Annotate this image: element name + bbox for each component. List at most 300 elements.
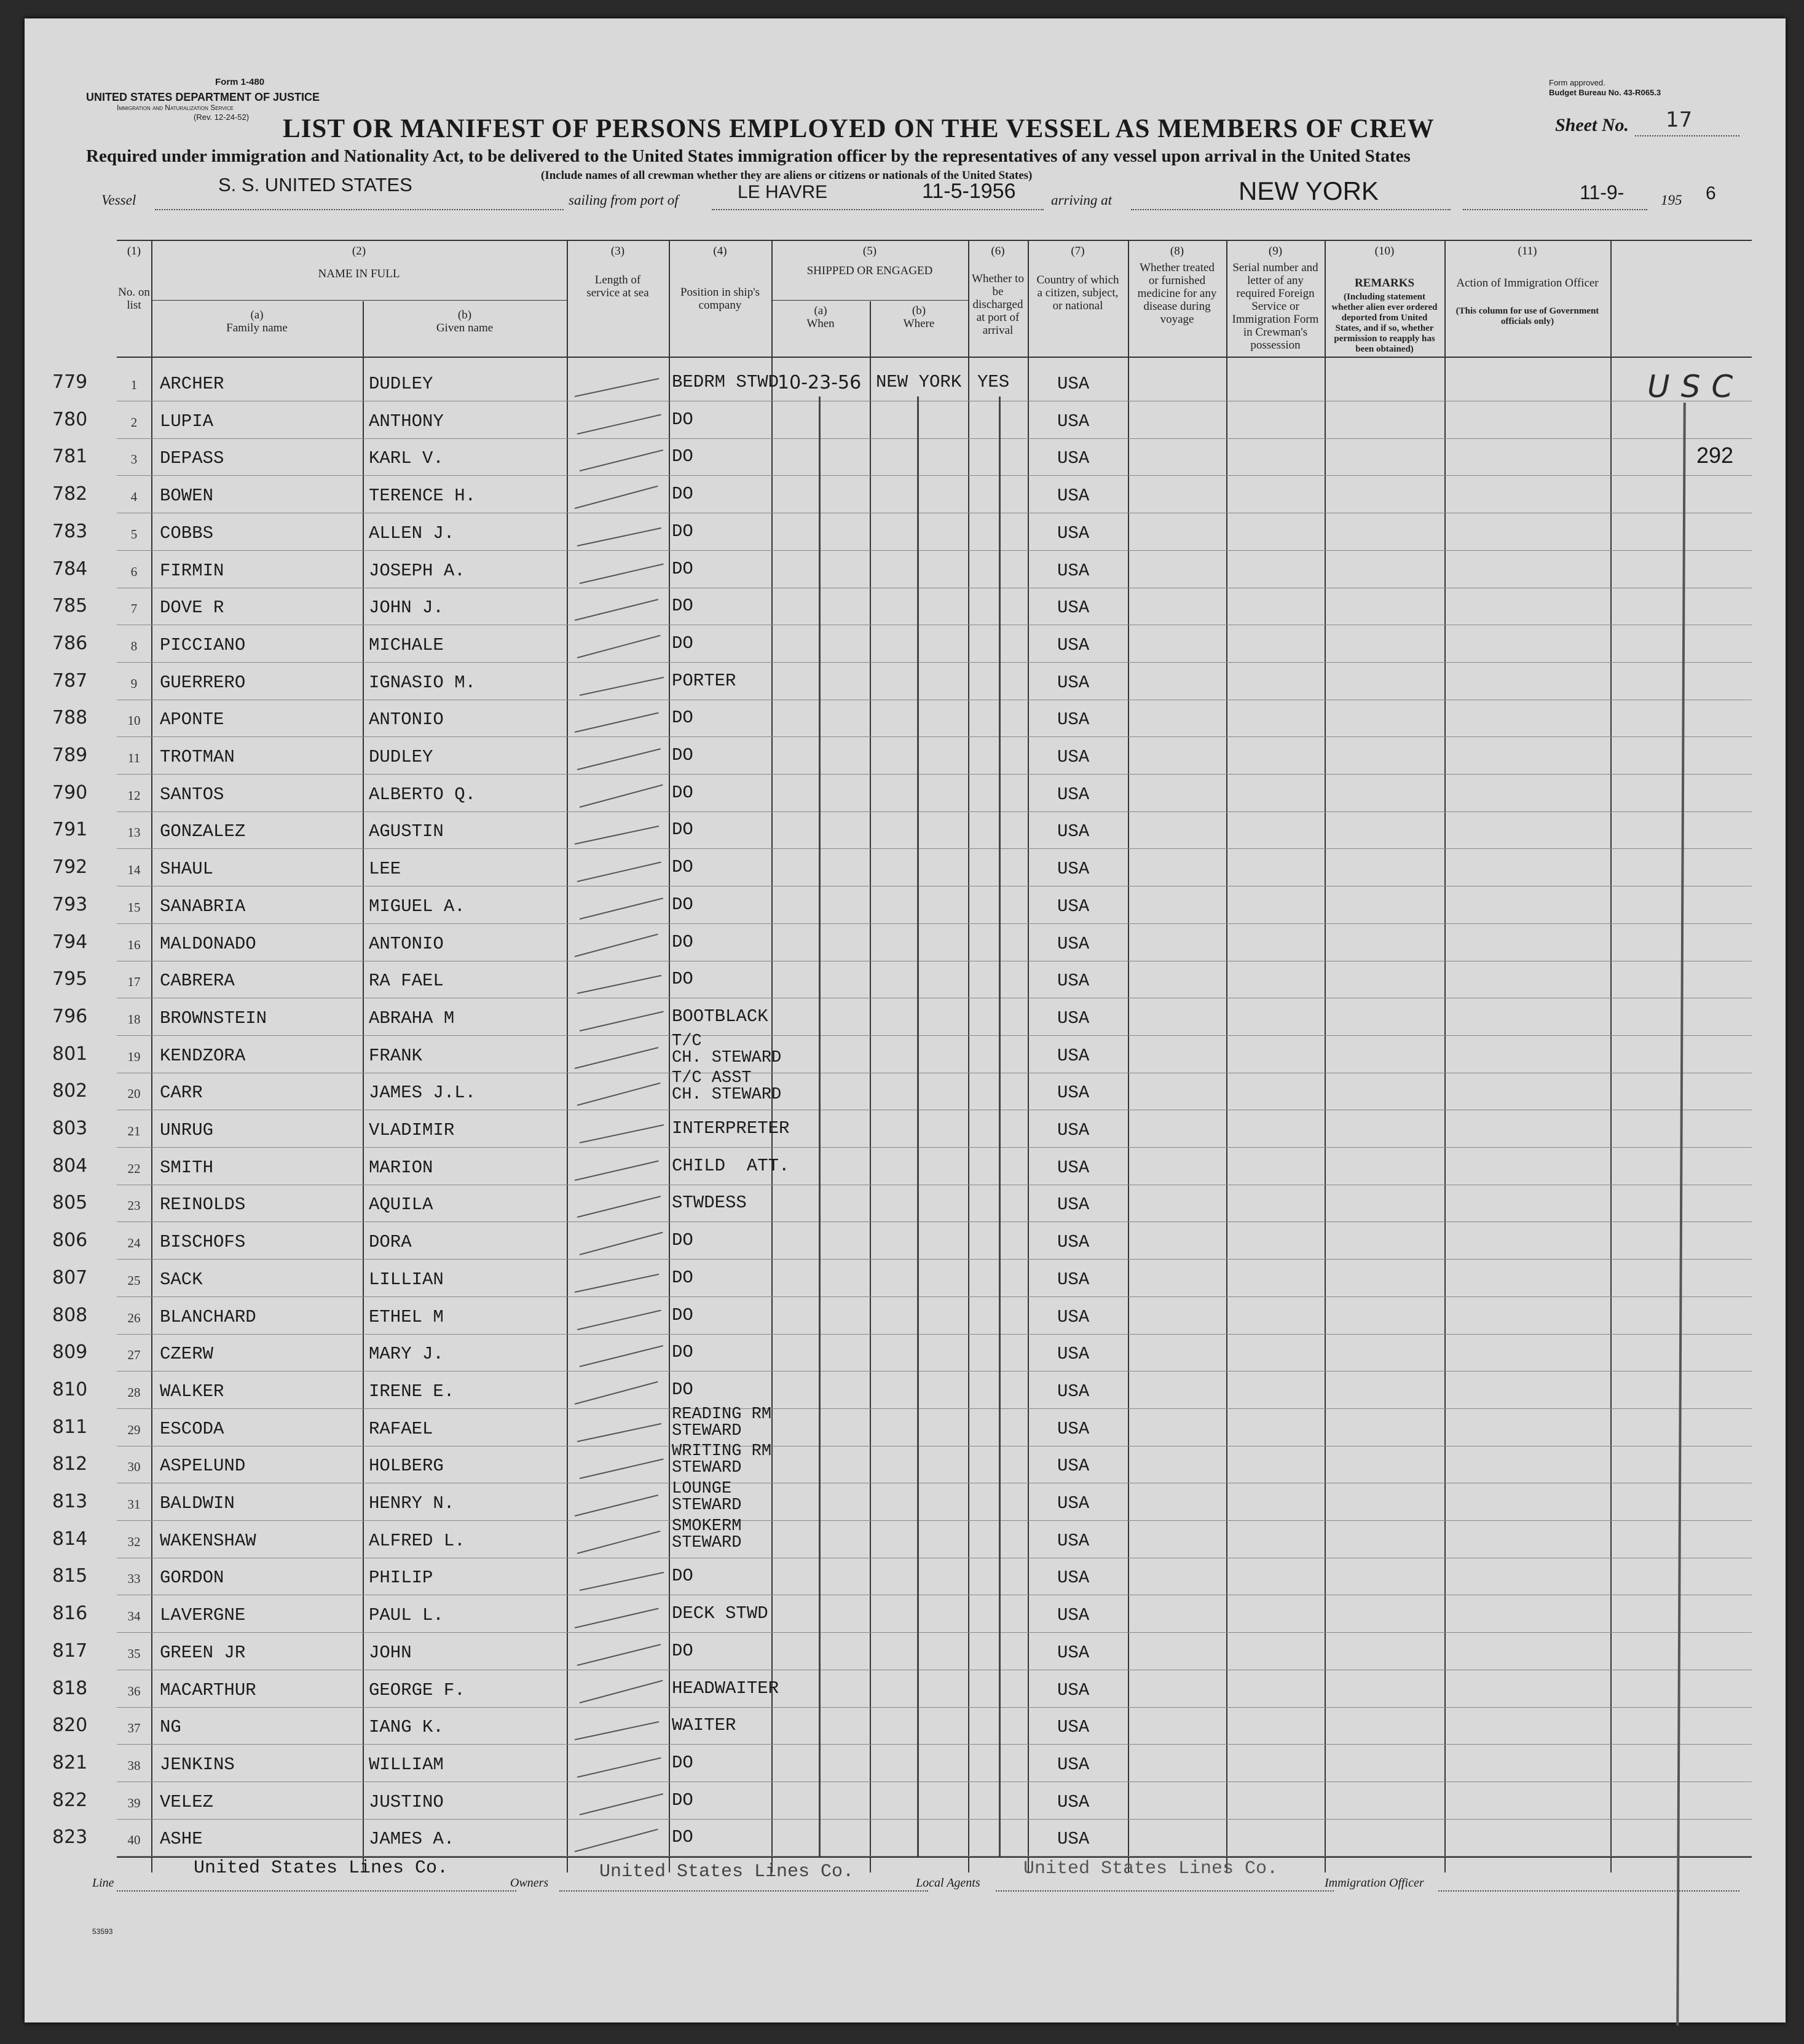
line-number: 37 <box>127 1721 141 1735</box>
table-row <box>117 662 1752 663</box>
sequence-number: 784 <box>52 558 88 580</box>
agents-label: Local Agents <box>916 1876 980 1890</box>
given-name: DUDLEY <box>369 747 433 767</box>
col10-number: (10) <box>1374 245 1395 258</box>
country: USA <box>1057 635 1090 655</box>
line-number: 4 <box>130 489 138 504</box>
country: USA <box>1057 448 1090 468</box>
family-name: ASPELUND <box>160 1456 246 1476</box>
family-name: MALDONADO <box>160 934 256 954</box>
service-mark <box>577 1083 661 1106</box>
line-number: 3 <box>130 452 138 467</box>
position: DO <box>672 1827 693 1847</box>
country: USA <box>1057 896 1090 917</box>
line-number: 20 <box>127 1086 141 1101</box>
line-number: 26 <box>127 1311 141 1325</box>
position: DO <box>672 857 693 877</box>
given-name: HENRY N. <box>369 1493 455 1513</box>
family-name: FIRMIN <box>160 561 224 581</box>
country: USA <box>1057 374 1090 394</box>
family-name: COBBS <box>160 523 214 543</box>
col2-header: NAME IN FULL <box>318 267 400 280</box>
arrival-date: 11-9- <box>1580 181 1625 203</box>
service-mark <box>577 1310 661 1330</box>
sequence-number: 810 <box>52 1379 88 1400</box>
position: DO <box>672 1230 693 1250</box>
table-row <box>117 475 1752 476</box>
country: USA <box>1057 747 1090 767</box>
given-name: TERENCE H. <box>369 486 476 506</box>
col11-header: Action of Immigration Officer <box>1456 277 1599 290</box>
col2a-header: (a) Family name <box>226 309 288 334</box>
given-name: AGUSTIN <box>369 821 444 842</box>
position: WRITING RM STEWARD <box>672 1442 772 1477</box>
position: DO <box>672 1379 693 1400</box>
line-number: 6 <box>130 564 138 579</box>
line-number: 25 <box>127 1273 141 1288</box>
line-number: 9 <box>130 676 138 691</box>
col8-number: (8) <box>1170 245 1184 258</box>
service-mark <box>575 712 659 733</box>
col4-number: (4) <box>713 245 727 258</box>
family-name: WAKENSHAW <box>160 1531 256 1551</box>
service-mark <box>577 748 661 770</box>
family-name: UNRUG <box>160 1120 214 1140</box>
country: USA <box>1057 1717 1090 1737</box>
country: USA <box>1057 1568 1090 1588</box>
table-row <box>117 848 1752 849</box>
count-annotation: 292 <box>1696 443 1734 468</box>
line-number: 35 <box>127 1646 141 1661</box>
sequence-number: 820 <box>52 1715 88 1736</box>
position: BEDRM STWD <box>672 372 779 392</box>
family-name: ESCODA <box>160 1419 224 1439</box>
table-row <box>117 1819 1752 1820</box>
table-row <box>117 1221 1752 1222</box>
country: USA <box>1057 1456 1090 1476</box>
col4-header: Position in ship's company <box>680 286 760 312</box>
country: USA <box>1057 673 1090 693</box>
given-name: IGNASIO M. <box>369 673 476 693</box>
position: T/C ASST CH. STEWARD <box>672 1069 782 1104</box>
country: USA <box>1057 1120 1090 1140</box>
owners-value: United States Lines Co. <box>599 1861 854 1882</box>
country: USA <box>1057 561 1090 581</box>
service-mark <box>577 862 661 882</box>
given-name: RA FAEL <box>369 971 444 991</box>
sequence-number: 792 <box>52 856 88 878</box>
family-name: SMITH <box>160 1158 214 1178</box>
service-mark <box>580 1572 664 1591</box>
given-name: ALLEN J. <box>369 523 455 543</box>
service-mark <box>580 677 664 696</box>
table-row <box>117 774 1752 775</box>
family-name: DOVE R <box>160 598 224 618</box>
sequence-number: 781 <box>52 446 88 467</box>
line-number: 39 <box>127 1796 141 1810</box>
position: T/C CH. STEWARD <box>672 1032 782 1067</box>
position: DO <box>672 1342 693 1362</box>
position: DO <box>672 708 693 728</box>
country: USA <box>1057 1158 1090 1178</box>
col5-number: (5) <box>862 245 877 258</box>
country: USA <box>1057 1643 1090 1663</box>
col7-number: (7) <box>1071 245 1085 258</box>
sequence-number: 789 <box>52 744 88 766</box>
line-number: 14 <box>127 862 141 877</box>
position: DO <box>672 1305 693 1325</box>
family-name: KENDZORA <box>160 1046 246 1066</box>
country: USA <box>1057 709 1090 730</box>
country: USA <box>1057 1232 1090 1252</box>
sequence-number: 779 <box>52 371 88 393</box>
given-name: MICHALE <box>369 635 444 655</box>
table-row <box>117 923 1752 924</box>
position: DO <box>672 633 693 653</box>
family-name: CARR <box>160 1083 203 1103</box>
vessel-label: Vessel <box>101 192 136 208</box>
service-mark <box>580 1124 664 1143</box>
line-number: 13 <box>127 825 141 840</box>
usc-annotation: USC <box>1647 369 1744 404</box>
col9-number: (9) <box>1268 245 1283 258</box>
line-number: 33 <box>127 1571 141 1586</box>
country: USA <box>1057 1792 1090 1812</box>
country: USA <box>1057 1008 1090 1028</box>
sequence-number: 804 <box>52 1155 88 1177</box>
sequence-number: 790 <box>52 782 88 803</box>
arrival-port: NEW YORK <box>1239 176 1379 205</box>
country: USA <box>1057 1605 1090 1625</box>
sequence-number: 783 <box>52 521 88 542</box>
sequence-number: 815 <box>52 1565 88 1587</box>
position: INTERPRETER <box>672 1118 790 1138</box>
line-number: 36 <box>127 1684 141 1699</box>
line-number: 7 <box>130 601 138 616</box>
line-value: United States Lines Co. <box>194 1858 449 1879</box>
given-name: IRENE E. <box>369 1381 455 1402</box>
country: USA <box>1057 821 1090 842</box>
col8-header: Whether treated or furnished medicine for any disease during voyage <box>1137 261 1217 326</box>
arriving-label: arriving at <box>1051 192 1113 208</box>
service-mark <box>575 934 658 957</box>
sequence-number: 823 <box>52 1826 88 1848</box>
line-number: 40 <box>127 1833 141 1847</box>
table-row <box>117 438 1752 439</box>
country: USA <box>1057 1531 1090 1551</box>
col6-header: Whether to be discharged at port of arrival <box>972 272 1024 337</box>
sequence-number: 806 <box>52 1229 88 1251</box>
sequence-number: 795 <box>52 968 88 990</box>
family-name: GORDON <box>160 1568 224 1588</box>
service-mark <box>577 1758 661 1778</box>
sequence-number: 796 <box>52 1006 88 1027</box>
service-mark <box>577 1644 661 1666</box>
service-mark <box>575 1494 658 1517</box>
service-mark <box>577 1196 661 1218</box>
sequence-number: 793 <box>52 894 88 915</box>
line-number: 12 <box>127 788 141 803</box>
line-number: 28 <box>127 1385 141 1400</box>
family-name: CABRERA <box>160 971 235 991</box>
table-row <box>117 1296 1752 1297</box>
line-number: 16 <box>127 937 141 952</box>
sailing-label: sailing from port of <box>569 192 679 208</box>
table-row <box>117 1632 1752 1633</box>
line-number: 23 <box>127 1198 141 1213</box>
line-number: 15 <box>127 900 141 915</box>
position: DO <box>672 446 693 467</box>
country: USA <box>1057 784 1090 805</box>
country: USA <box>1057 859 1090 879</box>
family-name: BALDWIN <box>160 1493 235 1513</box>
given-name: AQUILA <box>369 1194 433 1215</box>
given-name: ANTHONY <box>369 411 444 432</box>
line-number: 27 <box>127 1348 141 1362</box>
table-row <box>117 1707 1752 1708</box>
given-name: JOHN J. <box>369 598 444 618</box>
position: DO <box>672 745 693 765</box>
country: USA <box>1057 1419 1090 1439</box>
family-name: PICCIANO <box>160 635 246 655</box>
sequence-number: 786 <box>52 633 88 654</box>
col3-header: Length of service at sea <box>586 274 649 299</box>
sequence-number: 814 <box>52 1528 88 1550</box>
country: USA <box>1057 598 1090 618</box>
col11-number: (11) <box>1518 245 1537 258</box>
family-name: APONTE <box>160 709 224 730</box>
position: PORTER <box>672 671 736 691</box>
col1-header: No. on list <box>118 286 150 312</box>
family-name: ASHE <box>160 1829 203 1849</box>
position: DO <box>672 1268 693 1288</box>
service-mark <box>580 564 664 584</box>
sequence-number: 813 <box>52 1491 88 1512</box>
service-mark <box>580 898 663 920</box>
sequence-number: 817 <box>52 1640 88 1662</box>
line-number: 31 <box>127 1497 141 1512</box>
service-mark <box>575 486 658 509</box>
agents-value: United States Lines Co. <box>1023 1858 1278 1879</box>
country: USA <box>1057 486 1090 506</box>
col3-number: (3) <box>610 245 625 258</box>
service-mark <box>580 1345 663 1367</box>
given-name: WILLIAM <box>369 1754 444 1775</box>
given-name: JUSTINO <box>369 1792 444 1812</box>
position: CHILD ATT. <box>672 1156 790 1176</box>
position: SMOKERM STEWARD <box>672 1517 742 1552</box>
position: DO <box>672 932 693 952</box>
country: USA <box>1057 1829 1090 1849</box>
sequence-number: 816 <box>52 1603 88 1624</box>
country: USA <box>1057 1046 1090 1066</box>
family-name: GONZALEZ <box>160 821 246 842</box>
service-mark <box>580 1011 664 1032</box>
line-number: 8 <box>130 639 138 653</box>
position: DECK STWD <box>672 1603 768 1624</box>
service-mark <box>575 599 658 621</box>
position: HEADWAITER <box>672 1678 779 1699</box>
country: USA <box>1057 971 1090 991</box>
family-name: NG <box>160 1717 181 1737</box>
country: USA <box>1057 1194 1090 1215</box>
col10-note: (Including statement whether alien ever ordered deported from United States, and if so, whether permission to reapply has been obtained) <box>1331 292 1438 354</box>
sequence-number: 801 <box>52 1043 88 1065</box>
country: USA <box>1057 1493 1090 1513</box>
sequence-number: 811 <box>52 1416 88 1438</box>
service-mark <box>580 1793 663 1815</box>
sequence-number: 802 <box>52 1080 88 1102</box>
position: DO <box>672 1790 693 1810</box>
table-row <box>117 1856 1752 1857</box>
given-name: FRANK <box>369 1046 423 1066</box>
ditto-discharged <box>999 397 1001 1857</box>
service-mark <box>580 1232 663 1255</box>
sequence-number: 794 <box>52 931 88 953</box>
position: DO <box>672 1641 693 1661</box>
manifest-title: LIST OR MANIFEST OF PERSONS EMPLOYED ON THE VESSEL AS MEMBERS OF CREW <box>283 114 1435 143</box>
line-number: 17 <box>127 974 141 989</box>
service-mark <box>575 1161 659 1181</box>
position: DO <box>672 596 693 616</box>
line-number: 19 <box>127 1049 141 1064</box>
col2b-header: (b) Given name <box>436 309 494 334</box>
col10-header: REMARKS <box>1354 277 1415 290</box>
line-number: 5 <box>130 527 138 542</box>
col1-number: (1) <box>127 245 141 258</box>
family-name: BROWNSTEIN <box>160 1008 267 1028</box>
country: USA <box>1057 1680 1090 1700</box>
country: USA <box>1057 411 1090 432</box>
country: USA <box>1057 1083 1090 1103</box>
col2-number: (2) <box>352 245 366 258</box>
col5-header: SHIPPED OR ENGAGED <box>806 264 933 277</box>
line-number: 11 <box>127 751 141 765</box>
line-number: 2 <box>130 415 138 430</box>
line-number: 21 <box>127 1124 141 1138</box>
sequence-number: 803 <box>52 1118 88 1139</box>
service-mark <box>575 1274 659 1293</box>
sequence-number: 807 <box>52 1267 88 1288</box>
service-mark <box>580 1680 663 1703</box>
position: DO <box>672 969 693 989</box>
sequence-number: 780 <box>52 409 88 430</box>
position: LOUNGE STEWARD <box>672 1480 742 1515</box>
ditto-when <box>819 397 821 1857</box>
family-name: ARCHER <box>160 374 224 394</box>
family-name: JENKINS <box>160 1754 235 1775</box>
position: READING RM STEWARD <box>672 1405 772 1440</box>
given-name: ALBERTO Q. <box>369 784 476 805</box>
discharged-value: YES <box>977 372 1010 392</box>
given-name: JAMES A. <box>369 1829 455 1849</box>
sheet-number: 17 <box>1666 108 1693 132</box>
sequence-number: 821 <box>52 1752 88 1774</box>
position: DO <box>672 783 693 803</box>
given-name: MIGUEL A. <box>369 896 465 917</box>
country: USA <box>1057 523 1090 543</box>
table-row <box>117 1035 1752 1036</box>
sequence-number: 785 <box>52 595 88 617</box>
position: DO <box>672 1566 693 1586</box>
country: USA <box>1057 1344 1090 1364</box>
sequence-number: 788 <box>52 707 88 728</box>
service-mark <box>577 1531 661 1554</box>
service-mark <box>575 1381 658 1405</box>
service-mark <box>575 1721 659 1740</box>
line-number: 24 <box>127 1236 141 1250</box>
country: USA <box>1057 934 1090 954</box>
sequence-number: 782 <box>52 483 88 505</box>
given-name: HOLBERG <box>369 1456 444 1476</box>
sheet-label: Sheet No. <box>1555 115 1629 135</box>
given-name: VLADIMIR <box>369 1120 455 1140</box>
line-number: 10 <box>127 713 141 728</box>
table-row <box>117 1744 1752 1745</box>
family-name: BISCHOFS <box>160 1232 246 1252</box>
given-name: RAFAEL <box>369 1419 433 1439</box>
year-prefix: 195 <box>1661 192 1682 208</box>
given-name: IANG K. <box>369 1717 444 1737</box>
table-row <box>117 1520 1752 1521</box>
ditto-where <box>917 397 919 1857</box>
family-name: MACARTHUR <box>160 1680 256 1700</box>
vessel-name: S. S. UNITED STATES <box>218 174 412 195</box>
country: USA <box>1057 1307 1090 1327</box>
family-name: GREEN JR <box>160 1643 246 1663</box>
position: DO <box>672 819 693 840</box>
shipped-when: 10-23-56 <box>778 372 862 393</box>
given-name: PHILIP <box>369 1568 433 1588</box>
given-name: JAMES J.L. <box>369 1083 476 1103</box>
table-row <box>117 811 1752 812</box>
position: DO <box>672 894 693 915</box>
family-name: BLANCHARD <box>160 1307 256 1327</box>
line-number: 34 <box>127 1609 141 1624</box>
form-number: Form 1-480 <box>215 77 265 87</box>
given-name: ETHEL M <box>369 1307 444 1327</box>
given-name: JOHN <box>369 1643 412 1663</box>
service-mark <box>577 527 661 547</box>
crew-table <box>52 240 1752 1872</box>
family-name: GUERRERO <box>160 673 246 693</box>
manifest-subtitle: Required under immigration and Nationality Act, to be delivered to the United States immigration officer by the representatives of any vessel upon arrival in the United States <box>86 146 1411 166</box>
service-mark <box>580 1459 664 1479</box>
table-row <box>117 1334 1752 1335</box>
given-name: PAUL L. <box>369 1605 444 1625</box>
position: BOOTBLACK <box>672 1006 768 1027</box>
manifest-note: (Include names of all crewman whether they are aliens or citizens or nationals of the United States) <box>541 169 1033 182</box>
table-row <box>117 1147 1752 1148</box>
given-name: KARL V. <box>369 448 444 468</box>
given-name: LILLIAN <box>369 1269 444 1290</box>
form-approved: Form approved. <box>1549 78 1605 87</box>
sequence-number: 791 <box>52 819 88 840</box>
given-name: DUDLEY <box>369 374 433 394</box>
given-name: ABRAHA M <box>369 1008 455 1028</box>
service-mark <box>577 975 661 994</box>
family-name: DEPASS <box>160 448 224 468</box>
col7-header: Country of which a citizen, subject, or national <box>1036 274 1119 312</box>
sail-date: 11-5-1956 <box>922 180 1016 203</box>
footer-code: 53593 <box>92 1927 113 1936</box>
position: DO <box>672 484 693 504</box>
department-name: UNITED STATES DEPARTMENT OF JUSTICE <box>86 91 320 103</box>
given-name: MARY J. <box>369 1344 444 1364</box>
given-name: ALFRED L. <box>369 1531 465 1551</box>
service-mark <box>575 1608 659 1628</box>
line-number: 30 <box>127 1459 141 1474</box>
